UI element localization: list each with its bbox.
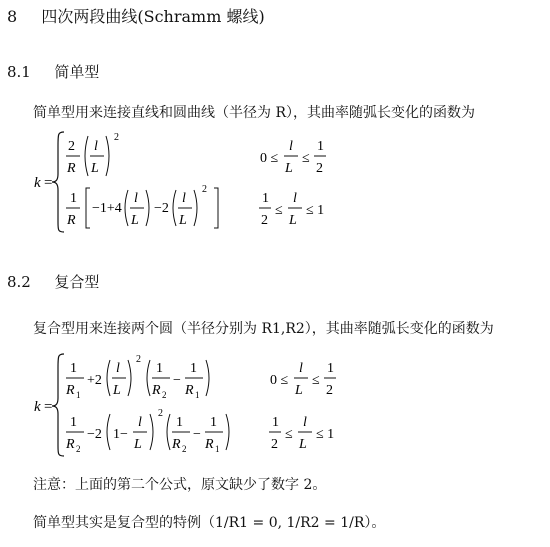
svg-text:L: L xyxy=(179,213,187,228)
svg-text:1: 1 xyxy=(176,415,183,430)
svg-text:1−: 1− xyxy=(113,427,128,442)
svg-text:2: 2 xyxy=(136,354,141,365)
svg-text:1: 1 xyxy=(70,415,77,430)
svg-text:2: 2 xyxy=(261,213,268,228)
svg-text:L: L xyxy=(285,161,293,176)
simple-curvature-formula xyxy=(30,126,350,236)
svg-text:≤: ≤ xyxy=(285,427,293,442)
svg-text:1: 1 xyxy=(190,361,197,376)
svg-text:1: 1 xyxy=(195,390,200,400)
svg-text:+2: +2 xyxy=(87,373,102,388)
svg-text:≤ 1: ≤ 1 xyxy=(316,427,335,442)
svg-text:2: 2 xyxy=(316,161,323,176)
svg-text:2: 2 xyxy=(271,437,278,452)
svg-text:k: k xyxy=(34,175,41,191)
svg-text:≤: ≤ xyxy=(312,373,320,388)
svg-text:1: 1 xyxy=(317,139,324,154)
svg-text:−2: −2 xyxy=(154,201,169,216)
subsection-8-1-heading xyxy=(7,61,99,82)
svg-text:R: R xyxy=(172,437,181,452)
svg-text:L: L xyxy=(131,213,139,228)
svg-text:l: l xyxy=(289,139,293,154)
note-text: 注意：上面的第二个公式，原文缺少了数字 2。 xyxy=(33,477,327,493)
svg-text:−1+4: −1+4 xyxy=(92,201,122,216)
svg-text:2: 2 xyxy=(158,408,163,419)
svg-text:2: 2 xyxy=(76,444,81,454)
svg-text:l: l xyxy=(134,191,138,206)
svg-text:1: 1 xyxy=(76,390,81,400)
subsection-title: 简单型 xyxy=(54,63,100,81)
svg-text:≤ 1: ≤ 1 xyxy=(306,203,325,218)
svg-text:2: 2 xyxy=(182,444,187,454)
section-title: 四次两段曲线(Schramm 螺线) xyxy=(41,7,265,26)
svg-text:l: l xyxy=(299,361,303,376)
svg-text:1: 1 xyxy=(215,444,220,454)
svg-text:2: 2 xyxy=(68,139,75,154)
svg-text:l: l xyxy=(182,191,186,206)
svg-text:0 ≤: 0 ≤ xyxy=(270,373,289,388)
svg-text:k: k xyxy=(34,399,41,415)
svg-text:R: R xyxy=(66,437,75,452)
compound-intro-text: 复合型用来连接两个圆（半径分别为 R1,R2），其曲率随弧长变化的函数为 xyxy=(33,321,494,337)
compound-curvature-formula xyxy=(30,348,350,460)
subsection-number: 8.2 xyxy=(7,273,31,291)
svg-text:−2: −2 xyxy=(87,427,102,442)
svg-text:2: 2 xyxy=(202,184,207,195)
svg-text:L: L xyxy=(299,437,307,452)
svg-text:l: l xyxy=(94,139,98,154)
svg-text:≤: ≤ xyxy=(275,203,283,218)
svg-text:1: 1 xyxy=(272,415,279,430)
svg-text:R: R xyxy=(152,383,161,398)
svg-text:−: − xyxy=(193,427,201,442)
svg-text:L: L xyxy=(289,213,297,228)
svg-text:L: L xyxy=(134,437,142,452)
svg-text:=: = xyxy=(44,399,53,415)
svg-text:L: L xyxy=(295,383,303,398)
svg-text:1: 1 xyxy=(156,361,163,376)
simple-intro-text: 简单型用来连接直线和圆曲线（半径为 R），其曲率随弧长变化的函数为 xyxy=(33,105,475,121)
svg-text:2: 2 xyxy=(326,383,333,398)
svg-text:2: 2 xyxy=(162,390,167,400)
svg-text:1: 1 xyxy=(262,191,269,206)
subsection-title: 复合型 xyxy=(54,273,100,291)
svg-text:−: − xyxy=(173,373,181,388)
svg-text:1: 1 xyxy=(327,361,334,376)
svg-text:1: 1 xyxy=(70,361,77,376)
section-8-heading xyxy=(7,4,265,27)
svg-text:l: l xyxy=(138,415,142,430)
subsection-number: 8.1 xyxy=(7,63,31,81)
svg-text:≤: ≤ xyxy=(302,151,310,166)
svg-text:1: 1 xyxy=(210,415,217,430)
svg-text:R: R xyxy=(205,437,214,452)
svg-text:L: L xyxy=(91,161,99,176)
svg-text:2: 2 xyxy=(114,132,119,143)
svg-text:L: L xyxy=(113,383,121,398)
svg-text:1: 1 xyxy=(70,191,77,206)
section-number: 8 xyxy=(7,7,18,26)
svg-text:l: l xyxy=(293,191,297,206)
svg-text:R: R xyxy=(67,161,76,176)
svg-text:R: R xyxy=(67,213,76,228)
svg-text:0 ≤: 0 ≤ xyxy=(260,151,279,166)
svg-text:l: l xyxy=(116,361,120,376)
svg-text:l: l xyxy=(303,415,307,430)
svg-text:R: R xyxy=(66,383,75,398)
svg-text:=: = xyxy=(44,175,53,191)
subsection-8-2-heading xyxy=(7,271,99,292)
special-case-text: 简单型其实是复合型的特例（1/R1 = 0, 1/R2 = 1/R）。 xyxy=(33,515,386,531)
svg-text:R: R xyxy=(185,383,194,398)
